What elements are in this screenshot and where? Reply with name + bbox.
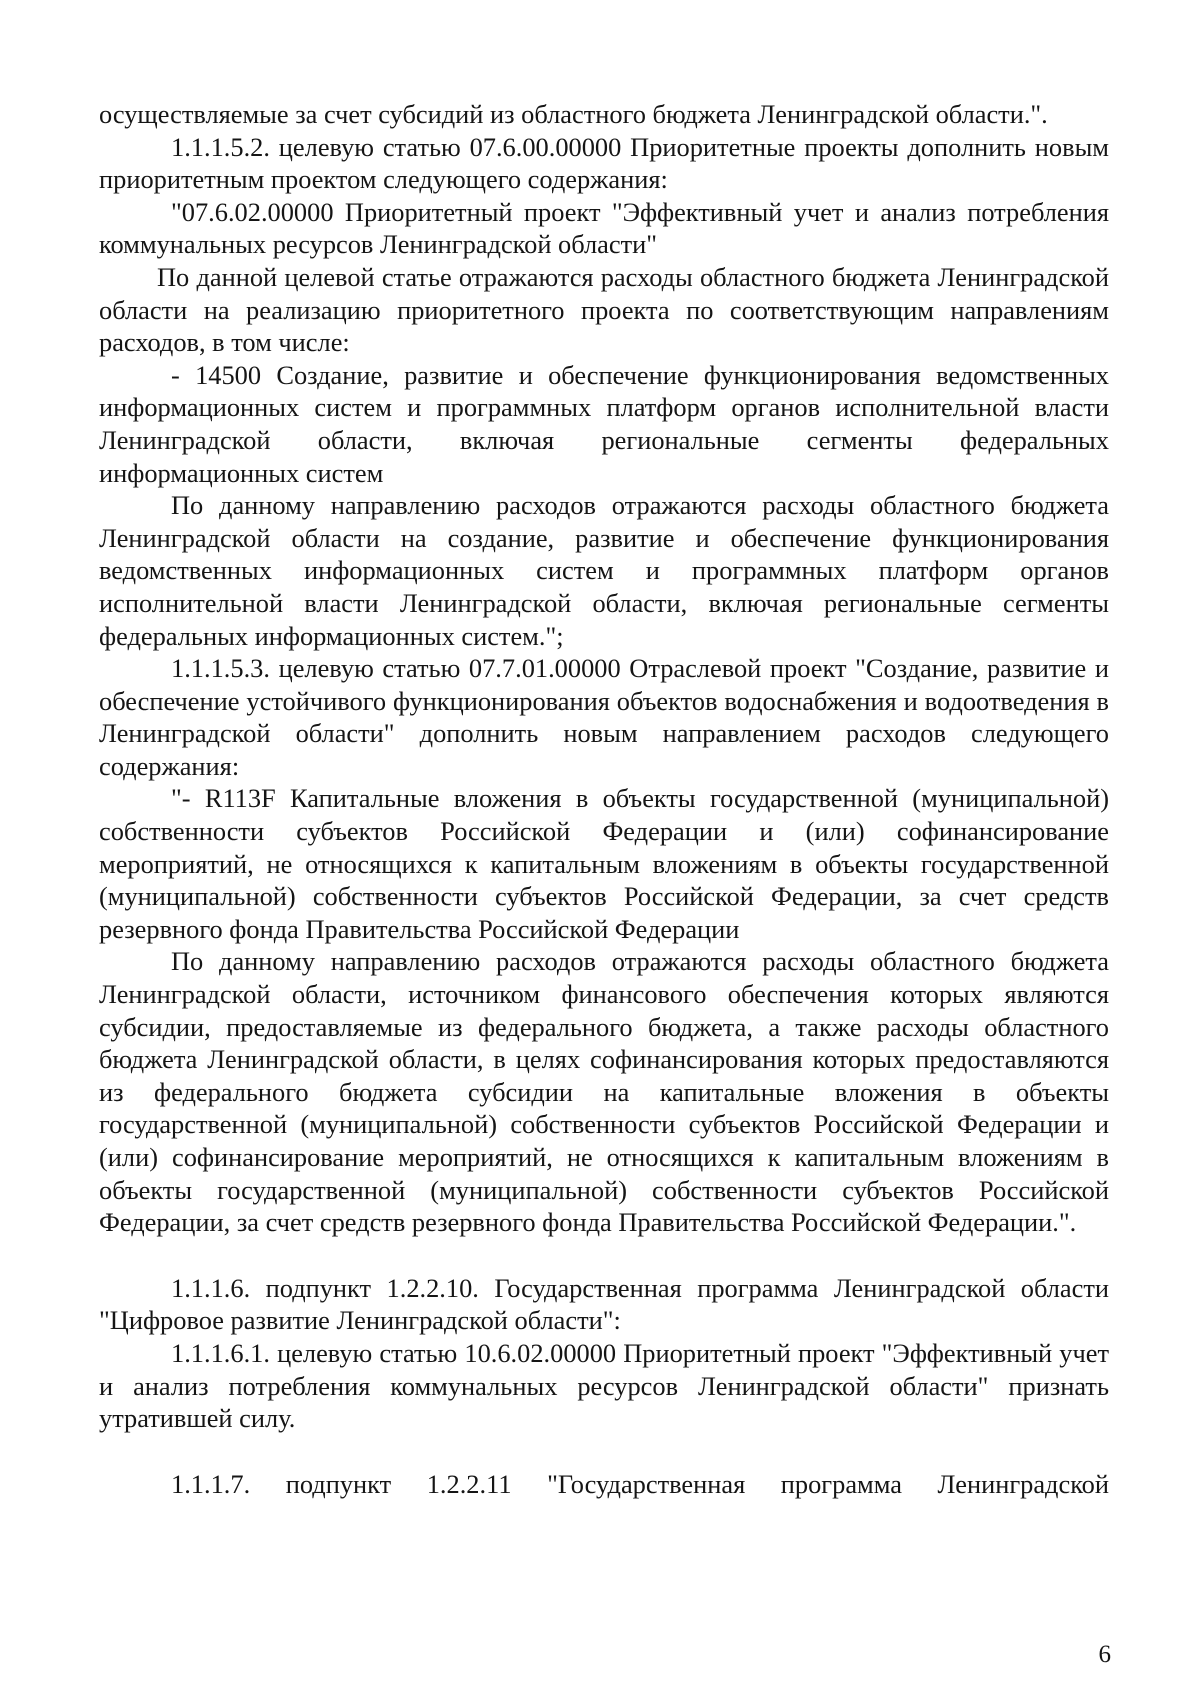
paragraph-item-1-1-1-6: 1.1.1.6. подпункт 1.2.2.10. Государственная программа Ленинградской области "Цифровое развитие Ленинградской области": bbox=[99, 1272, 1109, 1336]
paragraph-target-article: "07.6.02.00000 Приоритетный проект "Эффективный учет и анализ потребления коммунальных ресурсов Ленинградской области" bbox=[99, 196, 1109, 260]
paragraph-item-1-1-1-5-3: 1.1.1.5.3. целевую статью 07.7.01.00000 Отраслевой проект "Создание, развитие и обеспечение устойчивого функционирования объектов водоснабжения и водоотведения в Ленинградской области" дополнить новым направлением расходов следующего содержания: bbox=[99, 653, 1109, 781]
paragraph-item-1-1-1-7: 1.1.1.7. подпункт 1.2.2.11 "Государственная программа Ленинградской bbox=[171, 1468, 1109, 1499]
paragraph-expense-r113f: "- R113F Капитальные вложения в объекты государственной (муниципальной) собственности субъектов Российской Федерации и (или) софинансирование мероприятий, не относящихся к капитальным вложениям в объекты государственной (муниципальной) собственности субъектов Российской Федерации, за счет средств резервного фонда Правительства Российской Федерации bbox=[99, 783, 1109, 944]
paragraph-description: По данной целевой статье отражаются расходы областного бюджета Ленинградской области на реализацию приоритетного проекта по соответствующим направлениям расходов, в том числе: bbox=[99, 261, 1109, 358]
paragraph-item-1-1-1-5-2: 1.1.1.5.2. целевую статью 07.6.00.00000 Приоритетные проекты дополнить новым приоритетным проектом следующего содержания: bbox=[99, 131, 1109, 195]
page-number: 6 bbox=[1098, 1641, 1111, 1668]
document-body bbox=[99, 98, 1109, 1500]
paragraph-item-1-1-1-6-1: 1.1.1.6.1. целевую статью 10.6.02.00000 Приоритетный проект "Эффективный учет и анализ потребления коммунальных ресурсов Ленинградской области" признать утратившей силу. bbox=[99, 1337, 1109, 1434]
paragraph-gap bbox=[99, 1435, 1109, 1468]
paragraph-gap bbox=[99, 1239, 1109, 1272]
paragraph-expense-14500: - 14500 Создание, развитие и обеспечение функционирования ведомственных информационных систем и программных платформ органов исполнительной власти Ленинградской области, включая региональные сегменты федеральных информационных систем bbox=[99, 359, 1109, 488]
paragraph-expense-14500-description: По данному направлению расходов отражаются расходы областного бюджета Ленинградской области на создание, развитие и обеспечение функционирования ведомственных информационных систем и программных платформ органов исполнительной власти Ленинградской области, включая региональные сегменты федеральных информационных систем."; bbox=[99, 490, 1109, 651]
paragraph-expense-r113f-description: По данному направлению расходов отражаются расходы областного бюджета Ленинградской области, источником финансового обеспечения которых являются субсидии, предоставляемые из федерального бюджета, а также расходы областного бюджета Ленинградской области, в целях софинансирования которых предоставляются из федерального бюджета субсидии на капитальные вложения в объекты государственной (муниципальной) собственности субъектов Российской Федерации и (или) софинансирование мероприятий, не относящихся к капитальным вложениям в объекты государственной (муниципальной) собственности субъектов Российской Федерации, за счет средств резервного фонда Правительства Российской Федерации.". bbox=[99, 946, 1109, 1238]
paragraph-continuation: осуществляемые за счет субсидий из областного бюджета Ленинградской области.". bbox=[99, 99, 1048, 129]
